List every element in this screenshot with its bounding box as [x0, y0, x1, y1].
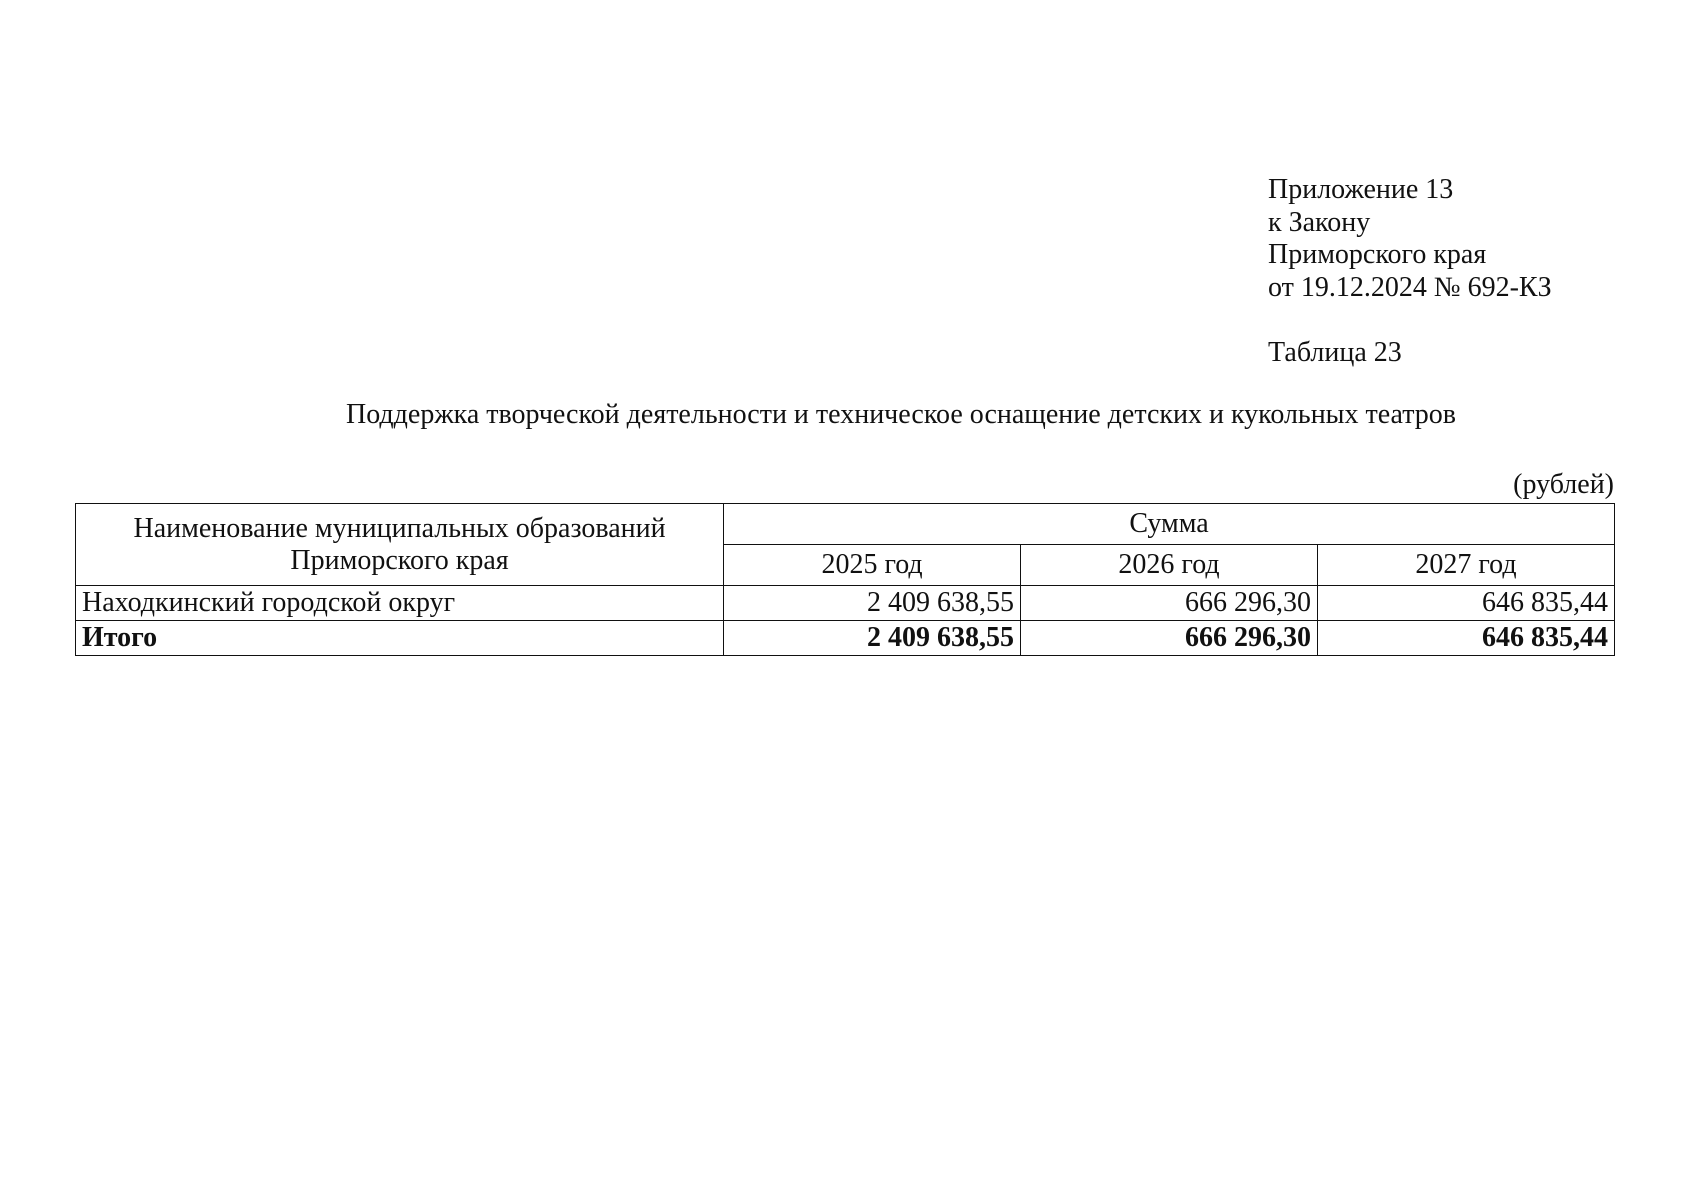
document-title-container	[0, 399, 1698, 431]
table-total-row	[76, 621, 1615, 656]
appendix-law: к Закону	[1268, 206, 1371, 238]
table-number: Таблица 23	[1268, 337, 1402, 368]
table-header-row	[76, 504, 1615, 545]
row-municipality-name: Находкинский городской округ	[76, 586, 724, 621]
total-value-2027: 646 835,44	[1318, 621, 1615, 656]
header-year-2026: 2026 год	[1021, 545, 1318, 586]
appendix-reference	[1268, 174, 1552, 304]
table-row	[76, 586, 1615, 621]
appendix-number: Приложение 13	[1268, 174, 1454, 205]
total-value-2025: 2 409 638,55	[724, 621, 1021, 656]
document-title: Поддержка творческой деятельности и техническое оснащение детских и кукольных театров	[345, 399, 1457, 430]
header-municipality-line2: Приморского края	[290, 544, 509, 576]
header-year-2025: 2025 год	[724, 545, 1021, 586]
header-sum: Сумма	[724, 504, 1615, 545]
units-label: (рублей)	[1513, 469, 1614, 500]
header-year-2027: 2027 год	[1318, 545, 1615, 586]
appendix-date: от 19.12.2024 № 692-КЗ	[1268, 271, 1552, 303]
appendix-region: Приморского края	[1268, 239, 1487, 270]
total-label: Итого	[76, 621, 724, 656]
row-value-2026: 666 296,30	[1021, 586, 1318, 621]
row-value-2027: 646 835,44	[1318, 586, 1615, 621]
header-municipality	[76, 504, 724, 586]
row-value-2025: 2 409 638,55	[724, 586, 1021, 621]
total-value-2026: 666 296,30	[1021, 621, 1318, 656]
header-municipality-line1: Наименование муниципальных образований	[133, 512, 666, 544]
budget-table	[75, 503, 1615, 656]
